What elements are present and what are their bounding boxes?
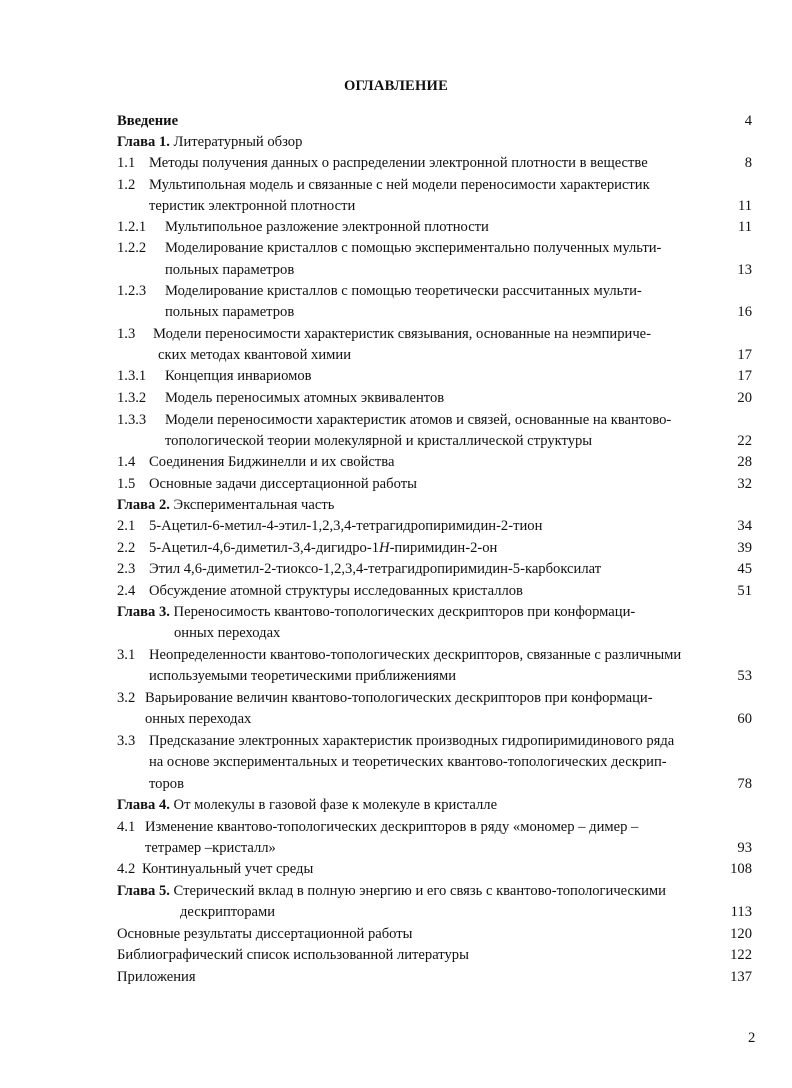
page-number: 2 — [748, 1030, 756, 1046]
toc-chapter-label: Глава 2. — [117, 497, 170, 513]
toc-entry-title: Основные результаты диссертационной работы — [117, 926, 413, 942]
toc-entry-title: Предсказание электронных характеристик производных гидропиримидинового ряда — [149, 733, 675, 749]
toc-entry-title: Стерический вклад в полную энергию и его связь с квантово-топологическими — [169, 883, 666, 899]
toc-entry-title: 5-Ацетил-4,6-диметил-3,4-дигидро-1 — [149, 540, 380, 556]
toc-entry-number: 2.2 — [117, 540, 136, 556]
toc-page: 11 — [737, 198, 752, 214]
toc-entry-number: 1.5 — [117, 476, 136, 492]
toc-page: 45 — [737, 561, 752, 577]
toc-entry-title: Континуальный учет среды — [142, 861, 314, 877]
toc-entry-title: Концепция инвариомов — [165, 368, 312, 384]
toc-entry-title: Варьирование величин квантово-топологических дескрипторов при конформаци- — [145, 690, 653, 706]
toc-chapter-label: Глава 1. — [117, 134, 170, 150]
toc-entry-number: 1.2.3 — [117, 283, 147, 299]
toc-entry-number: 2.3 — [117, 561, 136, 577]
toc-entry-italic: H — [379, 540, 390, 556]
toc-entry-title-line — [149, 538, 497, 558]
toc-entry-title: Методы получения данных о распределении электронной плотности в веществе — [149, 155, 648, 171]
toc-page: 22 — [737, 433, 752, 449]
toc-chapter-label: Глава 3. — [117, 604, 170, 620]
toc-entry-continuation: тетрамер –кристалл» — [145, 840, 276, 856]
toc-entry-title: Модели переносимости характеристик связывания, основанные на неэмпириче- — [153, 326, 652, 342]
toc-page: 78 — [737, 776, 752, 792]
toc-entry-title: Переносимость квантово-топологических дескрипторов при конформаци- — [169, 604, 636, 620]
toc-entry-title: Введение — [117, 113, 179, 129]
toc-entry-continuation: польных параметров — [165, 262, 295, 278]
toc-page: 39 — [737, 540, 752, 556]
toc-chapter-line — [117, 795, 497, 815]
toc-page: 32 — [737, 476, 752, 492]
toc-page: 51 — [737, 583, 752, 599]
toc-page: 13 — [737, 262, 752, 278]
toc-entry-title-end: -пиримидин-2-он — [389, 540, 498, 556]
toc-entry-title: Мультипольное разложение электронной плотности — [165, 219, 489, 235]
toc-page: 60 — [737, 711, 752, 727]
toc-page: 113 — [730, 904, 752, 920]
toc-entry-number: 1.2.2 — [117, 240, 147, 256]
toc-page: 93 — [737, 840, 752, 856]
toc-entry-number: 1.3.3 — [117, 412, 147, 428]
toc-entry-continuation: польных параметров — [165, 304, 295, 320]
toc-page: 16 — [737, 304, 752, 320]
toc-entry-title: Экспериментальная часть — [169, 497, 335, 513]
toc-entry-continuation: торов — [149, 776, 184, 792]
toc-entry-title: Этил 4,6-диметил-2-тиоксо-1,2,3,4-тетрагидропиримидин-5-карбоксилат — [149, 561, 602, 577]
toc-entry-continuation: теристик электронной плотности — [149, 198, 356, 214]
toc-entry-continuation: онных переходах — [145, 711, 252, 727]
toc-entry-continuation: дескрипторами — [180, 904, 276, 920]
toc-entry-number: 1.3.2 — [117, 390, 147, 406]
toc-entry-title: От молекулы в газовой фазе к молекуле в кристалле — [169, 797, 498, 813]
toc-entry-title: Основные задачи диссертационной работы — [149, 476, 417, 492]
toc-entry-continuation: используемыми теоретическими приближениями — [149, 668, 457, 684]
toc-entry-title: Модели переносимости характеристик атомов и связей, основанные на квантово- — [165, 412, 672, 428]
toc-entry-number: 1.3.1 — [117, 368, 147, 384]
toc-entry-continuation: топологической теории молекулярной и кристаллической структуры — [165, 433, 593, 449]
toc-entry-number: 2.4 — [117, 583, 136, 599]
toc-entry-title: Моделирование кристаллов с помощью экспериментально полученных мульти- — [165, 240, 662, 256]
toc-page: 8 — [744, 155, 752, 171]
toc-entry-number: 1.4 — [117, 454, 136, 470]
toc-page: 28 — [737, 454, 752, 470]
toc-page: 137 — [730, 969, 752, 985]
toc-page: 11 — [737, 219, 752, 235]
toc-entry-continuation: на основе экспериментальных и теоретических квантово-топологических дескрип- — [149, 754, 667, 770]
toc-entry-title: Моделирование кристаллов с помощью теоретически рассчитанных мульти- — [165, 283, 642, 299]
toc-entry-title: Модель переносимых атомных эквивалентов — [165, 390, 445, 406]
toc-title: ОГЛАВЛЕНИЕ — [343, 78, 449, 94]
toc-chapter-line — [117, 495, 334, 515]
toc-chapter-label: Глава 4. — [117, 797, 170, 813]
toc-entry-title: Неопределенности квантово-топологических дескрипторов, связанные с различными — [149, 647, 682, 663]
toc-entry-number: 3.2 — [117, 690, 136, 706]
toc-chapter-line — [117, 881, 666, 901]
toc-entry-continuation: ских методах квантовой химии — [158, 347, 352, 363]
toc-entry-number: 3.1 — [117, 647, 136, 663]
toc-page: 17 — [737, 347, 752, 363]
toc-entry-title: Мультипольная модель и связанные с ней модели переносимости характеристик — [149, 177, 650, 193]
toc-page: 17 — [737, 368, 752, 384]
toc-entry-number: 1.2.1 — [117, 219, 147, 235]
toc-entry-title: Соединения Биджинелли и их свойства — [149, 454, 395, 470]
toc-chapter-line — [117, 132, 302, 152]
toc-entry-number: 1.1 — [117, 155, 136, 171]
toc-page: 122 — [730, 947, 752, 963]
toc-entry-title: Библиографический список использованной литературы — [117, 947, 469, 963]
toc-entry-continuation: онных переходах — [174, 625, 281, 641]
toc-entry-number: 2.1 — [117, 518, 136, 534]
toc-entry-number: 4.2 — [117, 861, 136, 877]
toc-page: 120 — [730, 926, 752, 942]
toc-page: 20 — [737, 390, 752, 406]
toc-entry-title: Обсуждение атомной структуры исследованных кристаллов — [149, 583, 523, 599]
toc-page: 34 — [737, 518, 752, 534]
toc-entry-number: 3.3 — [117, 733, 136, 749]
toc-entry-title: 5-Ацетил-6-метил-4-этил-1,2,3,4-тетрагидропиримидин-2-тион — [149, 518, 543, 534]
toc-entry-number: 1.2 — [117, 177, 136, 193]
toc-entry-number: 4.1 — [117, 819, 136, 835]
toc-entry-title: Изменение квантово-топологических дескрипторов в ряду «мономер – димер – — [145, 819, 639, 835]
toc-entry-number: 1.3 — [117, 326, 136, 342]
toc-chapter-line — [117, 602, 635, 622]
toc-entry-title: Литературный обзор — [169, 134, 303, 150]
toc-page: 4 — [744, 113, 752, 129]
toc-chapter-label: Глава 5. — [117, 883, 170, 899]
toc-page: 108 — [730, 861, 752, 877]
toc-entry-title: Приложения — [117, 969, 196, 985]
toc-page: 53 — [737, 668, 752, 684]
